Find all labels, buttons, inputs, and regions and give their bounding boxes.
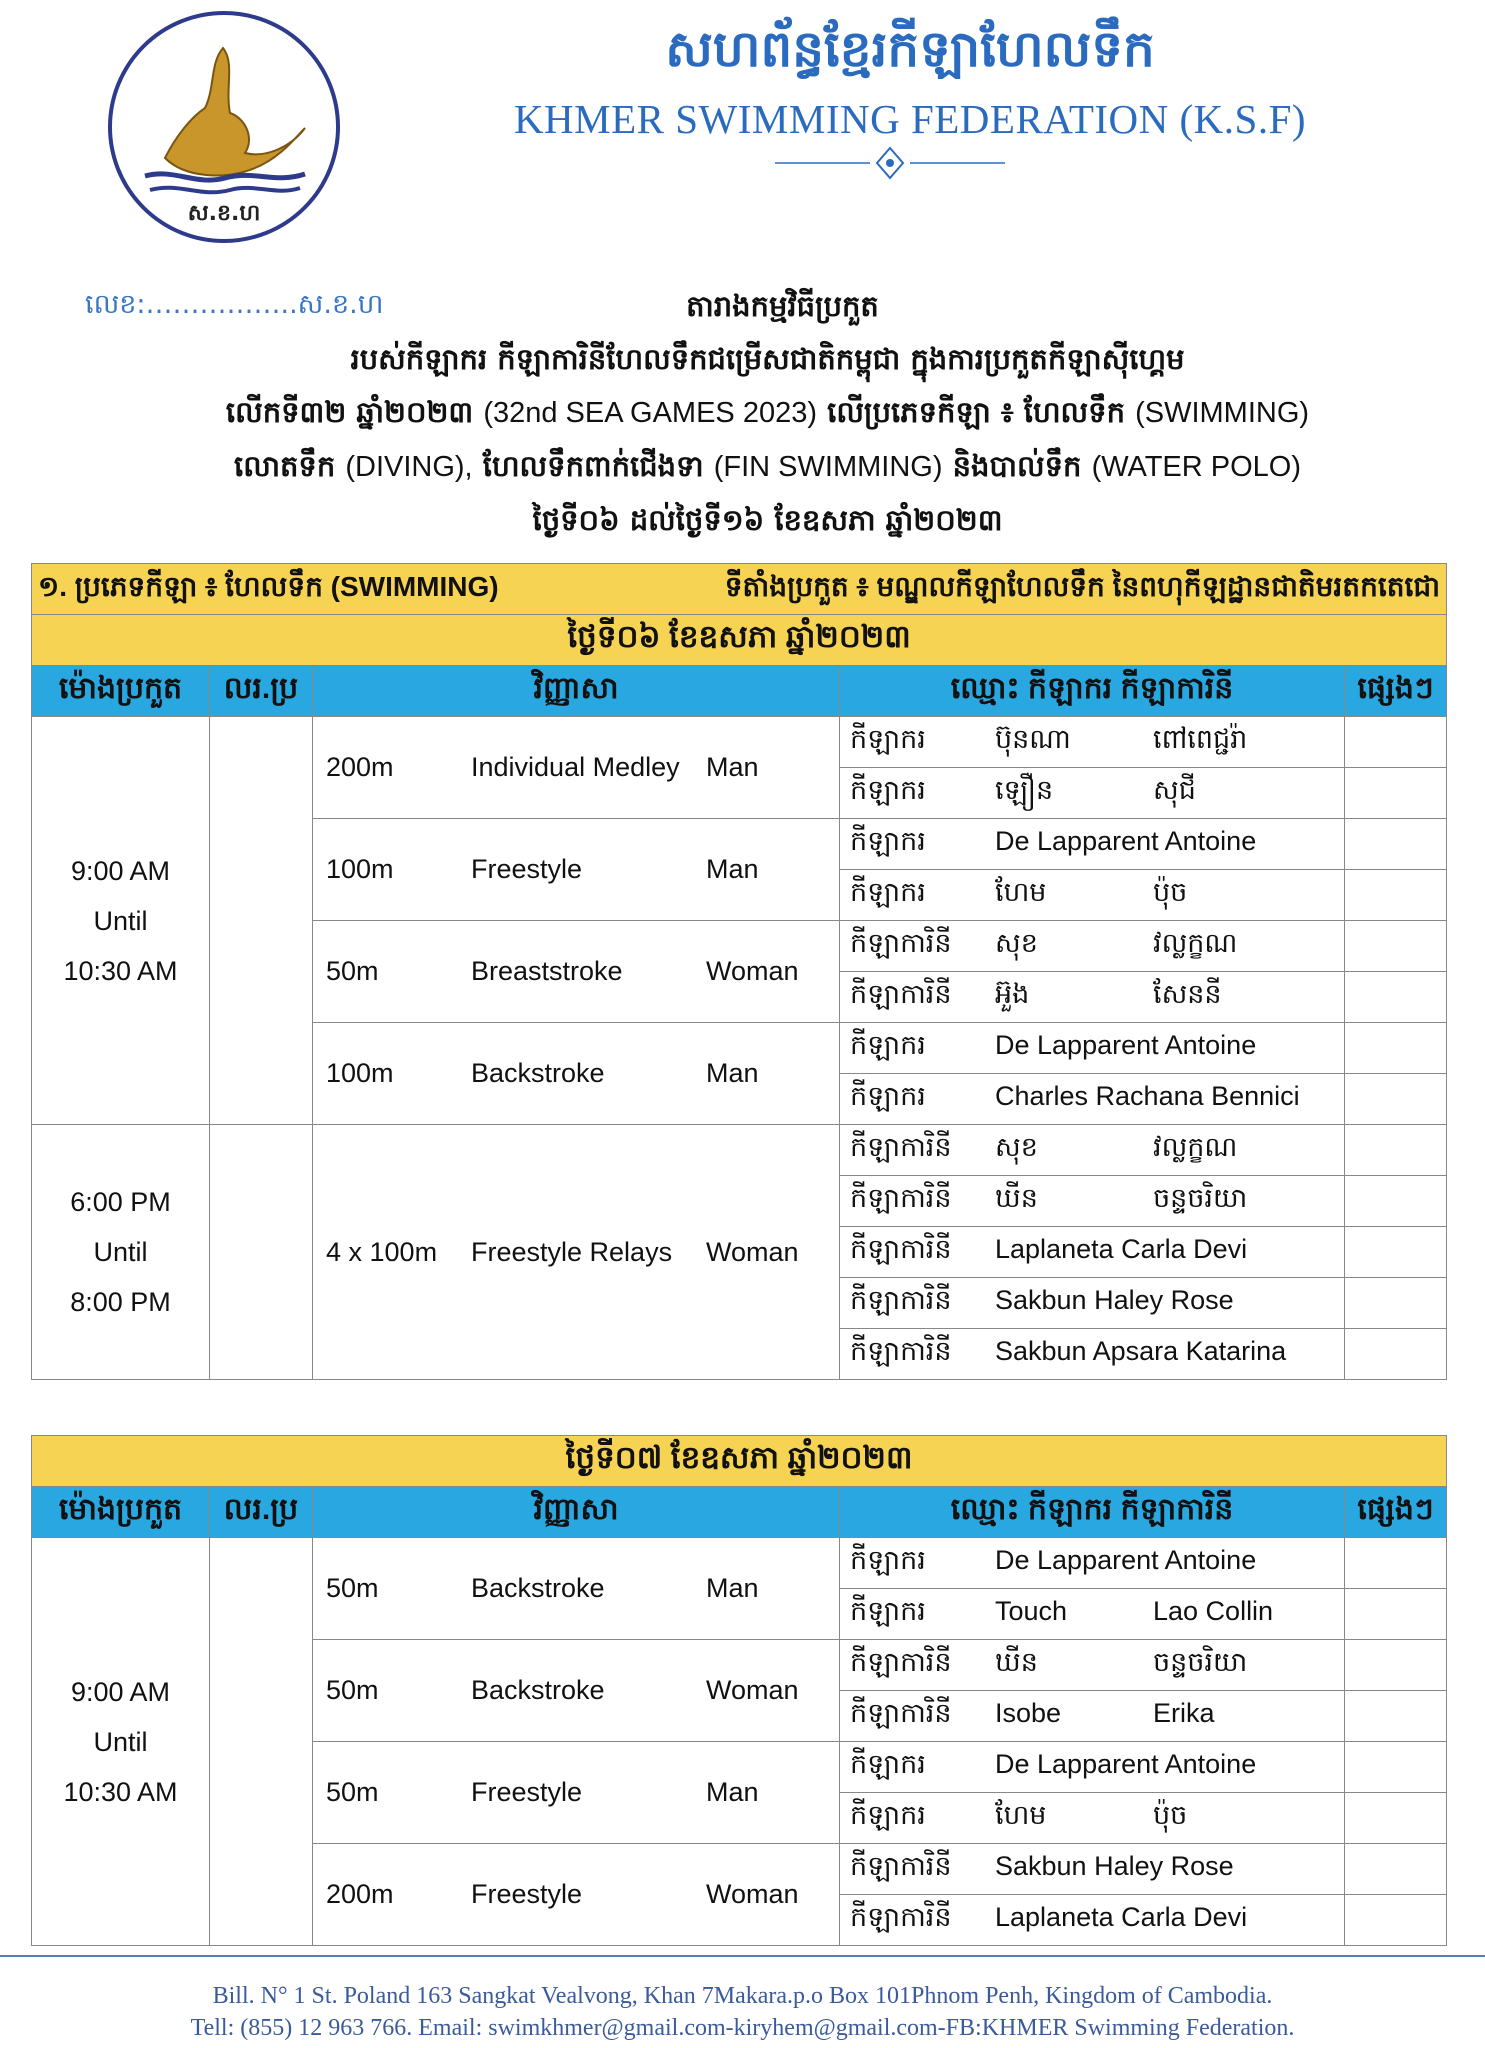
time-cell — [32, 1538, 210, 1946]
event-style: Backstroke — [471, 1058, 605, 1088]
event-cell — [313, 1125, 840, 1380]
event-gender: Man — [706, 1058, 759, 1088]
athlete-first-name: ហែម — [995, 876, 1047, 907]
section-header — [32, 564, 1447, 615]
event-cell — [313, 1023, 840, 1125]
other-cell — [1345, 972, 1447, 1023]
athlete-first-name: Sakbun Haley Rose — [995, 1850, 1234, 1881]
other-cell — [1345, 768, 1447, 819]
event-style: Freestyle Relays — [471, 1236, 673, 1267]
event-gender: Man — [706, 752, 759, 782]
athlete-role: កីឡាករ — [850, 876, 926, 907]
athlete-role: កីឡាករ — [850, 1595, 926, 1626]
ornament-divider — [775, 145, 1005, 181]
time-text: 10:30 AM — [63, 955, 178, 986]
athlete-cell — [840, 1329, 1345, 1380]
col-event: វិញ្ញាសា — [313, 1487, 840, 1538]
other-cell — [1345, 1895, 1447, 1946]
time-text: 8:00 PM — [70, 1287, 171, 1317]
footer — [0, 1980, 1485, 2044]
athlete-cell — [840, 1125, 1345, 1176]
athlete-role: កីឡាករ — [850, 825, 926, 856]
event-cell — [313, 1538, 840, 1640]
event-cell — [313, 1640, 840, 1742]
athlete-first-name: Sakbun Haley Rose — [995, 1284, 1234, 1315]
footer-contact: Tell: (855) 12 963 766. Email: swimkhmer@gmail.com-kiryhem@gmail.com-FB:KHMER Swimming Federation. — [190, 2015, 1295, 2041]
event-style: Individual Medley — [471, 752, 680, 782]
time-text: Until — [93, 1237, 148, 1267]
athlete-last-name: ចន្ទចរិយា — [1153, 1646, 1248, 1677]
athlete-cell — [840, 1074, 1345, 1125]
event-gender: Man — [706, 1573, 759, 1603]
athlete-first-name: De Lapparent Antoine — [995, 1544, 1257, 1575]
other-cell — [1345, 819, 1447, 870]
event-gender: Woman — [706, 1236, 799, 1267]
athlete-role: កីឡាការិនី — [850, 1646, 952, 1677]
title-line-3: លើកទី៣២ ឆ្នាំ២០២៣ (32nd SEA GAMES 2023) លើប្រភេទកីឡា ៖ ហែលទឹក (SWIMMING) — [225, 395, 1310, 429]
event-distance: 4 x 100m — [326, 1236, 438, 1267]
athlete-last-name: Lao Collin — [1153, 1595, 1274, 1626]
other-cell — [1345, 1844, 1447, 1895]
col-no: លរ.ប្រ — [210, 666, 313, 717]
athlete-cell — [840, 870, 1345, 921]
footer-address: Bill. N° 1 St. Poland 163 Sangkat Vealvong, Khan 7Makara.p.o Box 101Phnom Penh, Kingdom of Cambodia. — [212, 1983, 1273, 2009]
athlete-role: កីឡាការិនី — [850, 1182, 952, 1213]
athlete-last-name: សែននី — [1153, 978, 1222, 1009]
athlete-cell — [840, 1176, 1345, 1227]
athlete-cell — [840, 1844, 1345, 1895]
other-cell — [1345, 921, 1447, 972]
other-cell — [1345, 1023, 1447, 1074]
athlete-cell — [840, 819, 1345, 870]
other-cell — [1345, 1074, 1447, 1125]
schedule-table-day2 — [31, 1435, 1447, 1946]
athlete-cell — [840, 1691, 1345, 1742]
athlete-first-name: សុខ — [995, 1131, 1038, 1162]
other-cell — [1345, 717, 1447, 768]
time-cell — [32, 1125, 210, 1380]
athlete-role: កីឡាការិនី — [850, 1131, 952, 1162]
event-distance: 50m — [326, 1573, 379, 1603]
time-text: 9:00 AM — [70, 855, 171, 886]
event-cell — [313, 717, 840, 819]
table-row — [32, 717, 1447, 768]
athlete-first-name: ឃីន — [995, 1646, 1038, 1677]
athlete-first-name: Sakbun Apsara Katarina — [995, 1335, 1287, 1366]
event-gender: Man — [706, 1777, 759, 1807]
other-cell — [1345, 1125, 1447, 1176]
athlete-cell — [840, 1589, 1345, 1640]
event-style: Breaststroke — [471, 956, 623, 986]
event-style: Backstroke — [471, 1573, 605, 1603]
athlete-role: កីឡាការិនី — [850, 1284, 952, 1315]
event-distance: 50m — [326, 956, 379, 986]
athlete-last-name: ចន្ទចរិយា — [1153, 1182, 1248, 1213]
athlete-cell — [840, 1742, 1345, 1793]
athlete-first-name: ហែម — [995, 1799, 1047, 1830]
athlete-role: កីឡាការិនី — [850, 1697, 952, 1728]
other-cell — [1345, 1278, 1447, 1329]
section-label: ១. ប្រភេទកីឡា ៖ ហែលទឹក (SWIMMING) — [38, 570, 499, 602]
table-row — [32, 1125, 1447, 1176]
org-name-khmer: សហព័ន្ធខ្មែរកីឡាហែលទឹក — [665, 19, 1155, 78]
col-names: ឈ្មោះ កីឡាករ កីឡាការិនី — [840, 1487, 1345, 1538]
event-distance: 50m — [326, 1777, 379, 1807]
athlete-first-name: Isobe — [995, 1697, 1062, 1728]
athlete-role: កីឡាការិនី — [850, 1335, 952, 1366]
event-cell — [313, 819, 840, 921]
athlete-cell — [840, 972, 1345, 1023]
athlete-first-name: De Lapparent Antoine — [995, 1029, 1257, 1060]
athlete-first-name: De Lapparent Antoine — [995, 1748, 1257, 1779]
column-header-row — [32, 1487, 1447, 1538]
other-cell — [1345, 1538, 1447, 1589]
athlete-last-name: វល្លក្ខណ — [1153, 927, 1238, 958]
event-distance: 100m — [326, 854, 394, 884]
athlete-cell — [840, 1895, 1345, 1946]
athlete-role: កីឡាករ — [850, 1544, 926, 1575]
other-cell — [1345, 1176, 1447, 1227]
athlete-cell — [840, 1538, 1345, 1589]
schedule-table-day1 — [31, 563, 1447, 1380]
athlete-first-name: អ៊ួង — [995, 978, 1030, 1009]
athlete-first-name: ប៊ុនណា — [995, 723, 1071, 754]
col-time: ម៉ោងប្រកួត — [32, 1487, 210, 1538]
athlete-first-name: De Lapparent Antoine — [995, 825, 1257, 856]
athlete-cell — [840, 1227, 1345, 1278]
col-other: ផ្សេងៗ — [1345, 666, 1447, 717]
athlete-cell — [840, 717, 1345, 768]
time-text: 6:00 PM — [70, 1187, 171, 1217]
athlete-last-name: ប៉ុច — [1153, 876, 1188, 907]
athlete-first-name: សុខ — [995, 927, 1038, 958]
event-cell — [313, 1844, 840, 1946]
title-block — [80, 280, 1455, 547]
footer-divider — [0, 1955, 1485, 1957]
athlete-role: កីឡាករ — [850, 1799, 926, 1830]
title-line-4: លោតទឹក (DIVING), ហែលទឹកពាក់ជើងទា (FIN SWIMMING) និងបាល់ទឹក (WATER POLO) — [233, 449, 1302, 483]
time-cell — [32, 717, 210, 1125]
athlete-cell — [840, 768, 1345, 819]
event-cell — [313, 1742, 840, 1844]
event-style: Backstroke — [471, 1675, 605, 1705]
number-cell — [210, 1538, 313, 1946]
event-gender: Woman — [706, 1879, 799, 1909]
time-text: 9:00 AM — [70, 1676, 171, 1707]
federation-logo — [105, 8, 343, 246]
athlete-first-name: Laplaneta Carla Devi — [995, 1901, 1248, 1932]
athlete-first-name: Charles Rachana Bennici — [995, 1080, 1300, 1111]
other-cell — [1345, 1793, 1447, 1844]
athlete-first-name: Laplaneta Carla Devi — [995, 1233, 1248, 1264]
section-venue: ទីតាំងប្រកួត ៖ មណ្ឌលកីឡាហែលទឹក នៃពហុកីឡដ្ឋានជាតិមរតកតេជោ — [724, 570, 1441, 602]
athlete-role: កីឡាករ — [850, 774, 926, 805]
event-distance: 100m — [326, 1058, 394, 1088]
day1-date: ថ្ងៃទី០៦ ខែឧសភា ឆ្នាំ២០២៣ — [32, 615, 1447, 666]
other-cell — [1345, 1691, 1447, 1742]
col-no: លរ.ប្រ — [210, 1487, 313, 1538]
event-style: Freestyle — [471, 1879, 583, 1909]
athlete-cell — [840, 1278, 1345, 1329]
athlete-role: កីឡាករ — [850, 723, 926, 754]
athlete-role: កីឡាការិនី — [850, 1901, 952, 1932]
athlete-last-name: Erika — [1153, 1697, 1215, 1728]
athlete-cell — [840, 1640, 1345, 1691]
other-cell — [1345, 870, 1447, 921]
number-cell — [210, 717, 313, 1125]
athlete-role: កីឡាការិនី — [850, 927, 952, 958]
athlete-last-name: ពៅពេជ្ជរ៉ា — [1153, 723, 1248, 754]
athlete-last-name: ប៉ុច — [1153, 1799, 1188, 1830]
athlete-role: កីឡាករ — [850, 1080, 926, 1111]
event-distance: 50m — [326, 1675, 379, 1705]
other-cell — [1345, 1742, 1447, 1793]
other-cell — [1345, 1227, 1447, 1278]
athlete-first-name: Touch — [995, 1595, 1068, 1626]
athlete-role: កីឡាករ — [850, 1029, 926, 1060]
time-text: 10:30 AM — [63, 1776, 178, 1807]
event-gender: Man — [706, 854, 759, 884]
title-line-5: ថ្ងៃទី០៦ ដល់ថ្ងៃទី១៦ ខែឧសភា ឆ្នាំ២០២៣ — [532, 503, 1003, 537]
title-line-1: តារាងកម្មវិធីប្រកួត — [686, 289, 879, 323]
athlete-cell — [840, 1023, 1345, 1074]
athlete-first-name: ឃីន — [995, 1182, 1038, 1213]
athlete-last-name: វល្លក្ខណ — [1153, 1131, 1238, 1162]
athlete-role: កីឡាការិនី — [850, 978, 952, 1009]
athlete-role: កីឡាករ — [850, 1748, 926, 1779]
event-distance: 200m — [326, 1879, 394, 1909]
time-text: Until — [93, 1726, 148, 1757]
athlete-cell — [840, 1793, 1345, 1844]
logo-text: ស.ខ.ហ — [187, 201, 261, 226]
title-line-2: របស់កីឡាករ កីឡាការិនីហែលទឹកជម្រើសជាតិកម្ពុជា ក្នុងការប្រកួតកីឡាស៊ីហ្គេម — [350, 342, 1185, 376]
event-cell — [313, 921, 840, 1023]
day2-date: ថ្ងៃទី០៧ ខែឧសភា ឆ្នាំ២០២៣ — [32, 1436, 1447, 1487]
athlete-role: កីឡាការិនី — [850, 1850, 952, 1881]
event-gender: Woman — [706, 956, 799, 986]
athlete-last-name: សុជី — [1153, 774, 1196, 805]
event-style: Freestyle — [471, 1777, 583, 1807]
col-other: ផ្សេងៗ — [1345, 1487, 1447, 1538]
col-time: ម៉ោងប្រកួត — [32, 666, 210, 717]
col-event: វិញ្ញាសា — [313, 666, 840, 717]
event-gender: Woman — [706, 1675, 799, 1705]
time-text: Until — [93, 905, 148, 936]
event-style: Freestyle — [471, 854, 583, 884]
column-header-row — [32, 666, 1447, 717]
number-cell — [210, 1125, 313, 1380]
other-cell — [1345, 1329, 1447, 1380]
org-name-english: KHMER SWIMMING FEDERATION (K.S.F) — [513, 96, 1307, 142]
event-distance: 200m — [326, 752, 394, 782]
athlete-first-name: ឡឿន — [995, 774, 1054, 805]
table-row — [32, 1538, 1447, 1589]
other-cell — [1345, 1640, 1447, 1691]
other-cell — [1345, 1589, 1447, 1640]
athlete-role: កីឡាការិនី — [850, 1233, 952, 1264]
reference-number: លេខ:……………..ស.ខ.ហ — [85, 289, 384, 320]
col-names: ឈ្មោះ កីឡាករ កីឡាការិនី — [840, 666, 1345, 717]
athlete-cell — [840, 921, 1345, 972]
